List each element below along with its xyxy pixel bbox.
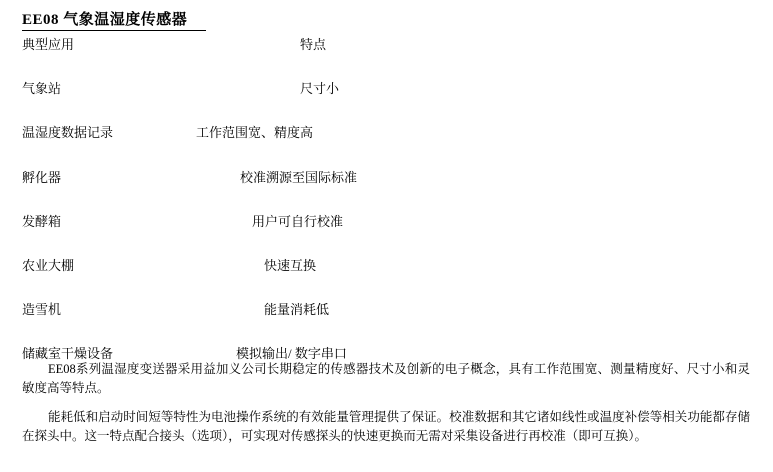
table-row [0, 124, 773, 142]
table-header-right: 特点 [300, 37, 327, 52]
paragraph-text: EE08系列温湿度变送器采用益加义公司长期稳定的传感器技术及创新的电子概念，具有工作范围宽、测量精度好、尺寸小和灵敏度高等特点。 [22, 362, 750, 395]
feature-label: 模拟输出/ 数字串口 [236, 346, 347, 361]
table-row [0, 257, 773, 275]
feature-label: 尺寸小 [300, 81, 340, 96]
body-paragraph [22, 408, 750, 446]
application-label: 孵化器 [22, 170, 62, 185]
body-paragraph [22, 360, 750, 398]
feature-label: 用户可自行校准 [252, 214, 344, 229]
table-row [0, 80, 773, 98]
table-header-left: 典型应用 [22, 37, 75, 52]
feature-label: 快速互换 [264, 258, 317, 273]
feature-label: 校准溯源至国际标准 [240, 170, 358, 185]
table-row [0, 301, 773, 319]
application-label: 温湿度数据记录 [22, 125, 114, 140]
table-row [0, 169, 773, 187]
feature-label: 能量消耗低 [264, 302, 330, 317]
title-underline [22, 30, 206, 31]
paragraph-text: 能耗低和启动时间短等特性为电池操作系统的有效能量管理提供了保证。校准数据和其它诸如线性或温度补偿等相关功能都存储在探头中。这一特点配合接头（选项），可实现对传感探头的快速更换而无需对采集设备进行再校准（即可互换）。 [22, 410, 750, 443]
application-label: 储藏室干燥设备 [22, 346, 114, 361]
page-title: EE08 气象温湿度传感器 [22, 12, 188, 28]
feature-label: 工作范围宽、精度高 [196, 125, 314, 140]
application-label: 农业大棚 [22, 258, 75, 273]
table-row [0, 213, 773, 231]
application-label: 发酵箱 [22, 214, 62, 229]
table-header-row [0, 36, 773, 54]
application-label: 气象站 [22, 81, 62, 96]
application-label: 造雪机 [22, 302, 62, 317]
